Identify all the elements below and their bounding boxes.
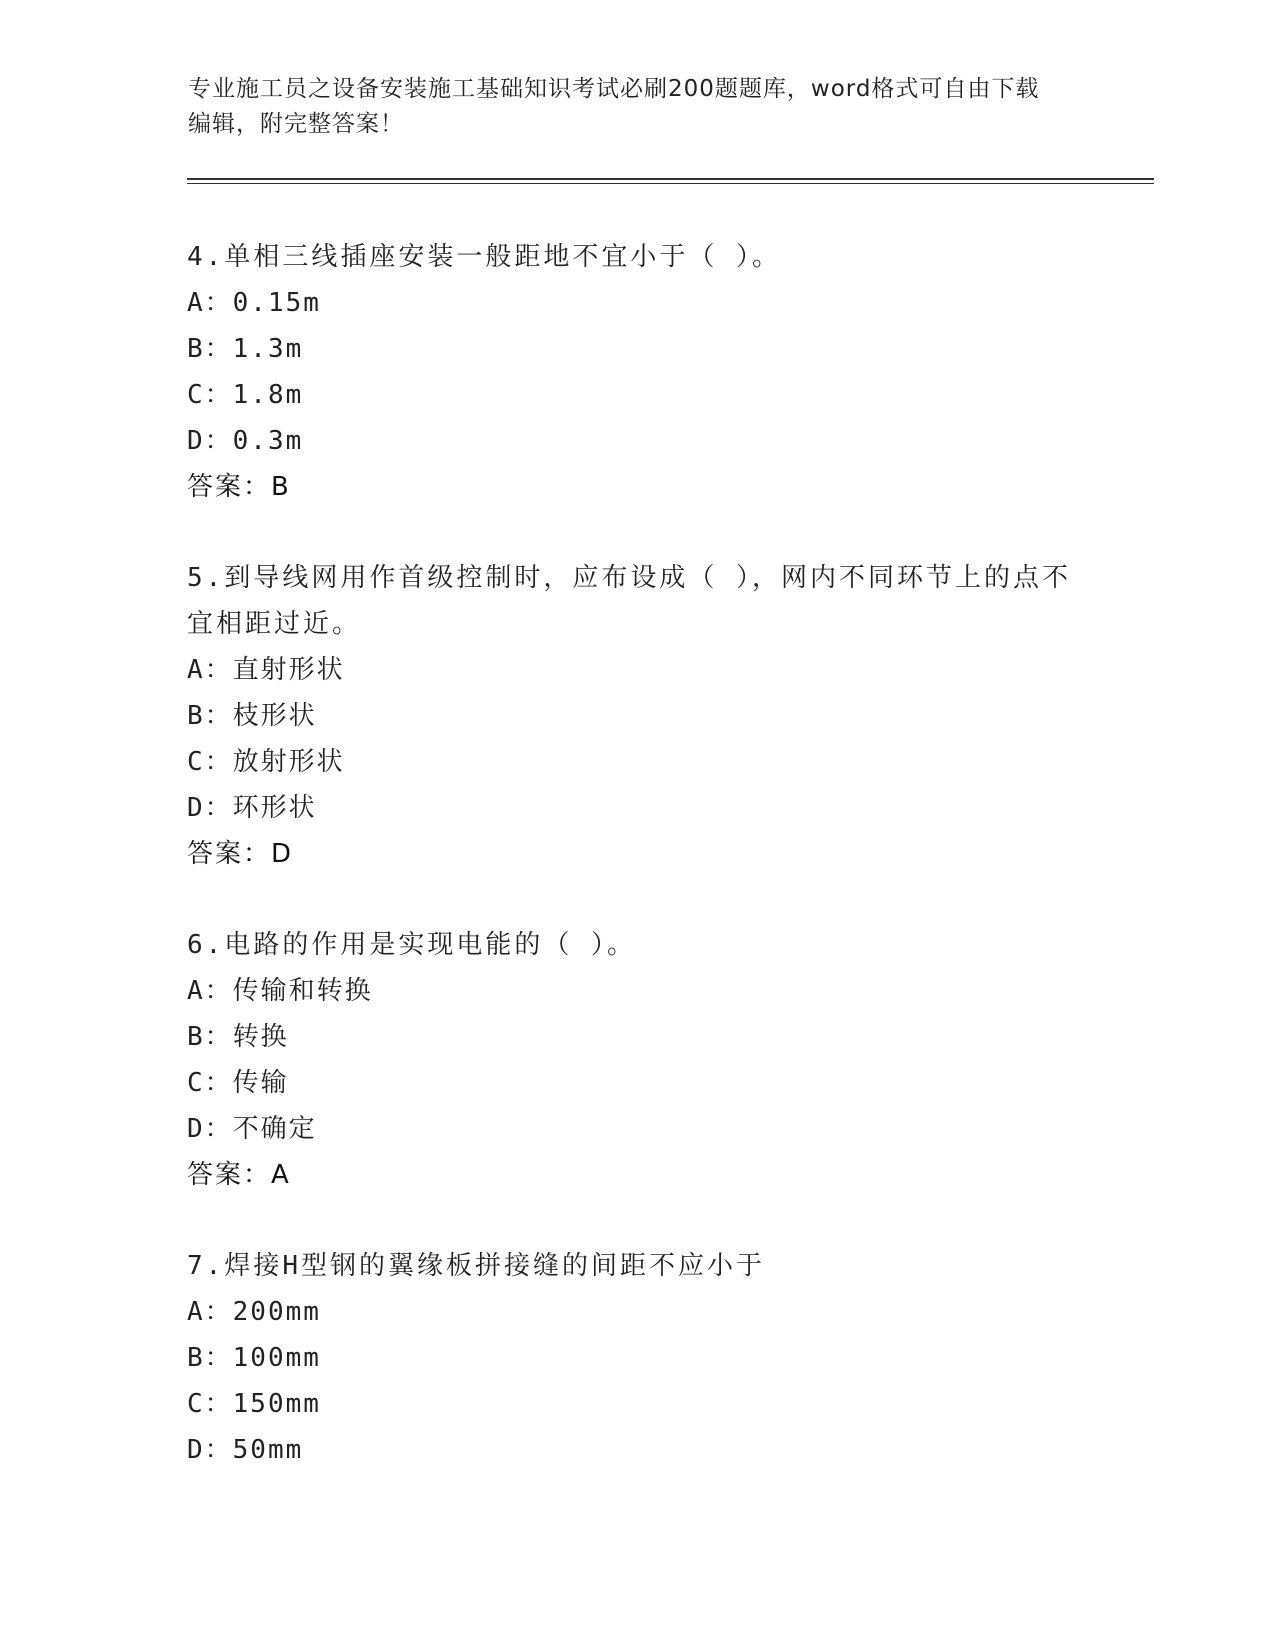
option-text: 不确定 bbox=[232, 1114, 317, 1144]
question-number: 4. bbox=[187, 242, 225, 272]
option-label: A： bbox=[187, 976, 233, 1006]
option-c bbox=[187, 739, 1087, 785]
option-label: B： bbox=[187, 701, 233, 731]
question-item bbox=[187, 922, 1087, 1198]
option-b bbox=[187, 1014, 1087, 1060]
question-item bbox=[187, 555, 1087, 877]
option-d bbox=[187, 785, 1087, 831]
option-a bbox=[187, 1289, 1087, 1335]
option-text: 1.3m bbox=[232, 334, 304, 364]
question-title bbox=[187, 1243, 1087, 1289]
option-text: 0.15m bbox=[232, 288, 321, 318]
option-b bbox=[187, 326, 1087, 372]
document-header bbox=[188, 72, 1088, 142]
option-label: B： bbox=[187, 1343, 233, 1373]
option-label: D： bbox=[187, 426, 233, 456]
option-text: 转换 bbox=[232, 1022, 289, 1052]
header-title-line-1: 专业施工员之设备安装施工基础知识考试必刷200题题库，word格式可自由下载 bbox=[188, 76, 1040, 102]
option-d bbox=[187, 1427, 1087, 1473]
option-label: D： bbox=[187, 1435, 233, 1465]
question-text: 单相三线插座安装一般距地不宜小于（ ）。 bbox=[224, 242, 781, 272]
answer-line: 答案：A bbox=[187, 1160, 291, 1190]
question-title bbox=[187, 234, 1087, 280]
option-d bbox=[187, 418, 1087, 464]
option-text: 0.3m bbox=[232, 426, 304, 456]
header-divider-thick bbox=[187, 178, 1154, 180]
option-text: 1.8m bbox=[232, 380, 304, 410]
header-divider-thin bbox=[187, 183, 1154, 184]
option-c bbox=[187, 1381, 1087, 1427]
option-label: C： bbox=[187, 380, 233, 410]
question-number: 6. bbox=[187, 930, 225, 960]
option-label: D： bbox=[187, 1114, 233, 1144]
option-text: 150mm bbox=[232, 1389, 321, 1419]
option-label: B： bbox=[187, 334, 233, 364]
option-text: 100mm bbox=[232, 1343, 321, 1373]
question-item bbox=[187, 234, 1087, 510]
option-b bbox=[187, 693, 1087, 739]
question-text: 到导线网用作首级控制时，应布设成（ ），网内不同环节上的点不宜相距过近。 bbox=[187, 563, 1071, 639]
option-text: 200mm bbox=[232, 1297, 321, 1327]
option-text: 直射形状 bbox=[232, 655, 345, 685]
option-text: 枝形状 bbox=[232, 701, 317, 731]
option-label: A： bbox=[187, 655, 233, 685]
option-c bbox=[187, 1060, 1087, 1106]
option-d bbox=[187, 1106, 1087, 1152]
question-number: 7. bbox=[187, 1251, 225, 1281]
option-label: D： bbox=[187, 793, 233, 823]
option-label: A： bbox=[187, 288, 233, 318]
option-label: C： bbox=[187, 1389, 233, 1419]
answer-line: 答案：D bbox=[187, 839, 294, 869]
option-a bbox=[187, 968, 1087, 1014]
header-title-line-2: 编辑，附完整答案！ bbox=[188, 111, 404, 137]
option-label: B： bbox=[187, 1022, 233, 1052]
option-c bbox=[187, 372, 1087, 418]
option-text: 放射形状 bbox=[232, 747, 345, 777]
question-number: 5. bbox=[187, 563, 225, 593]
question-item bbox=[187, 1243, 1087, 1473]
option-text: 50mm bbox=[232, 1435, 304, 1465]
question-title bbox=[187, 922, 1087, 968]
option-a bbox=[187, 280, 1087, 326]
option-text: 环形状 bbox=[232, 793, 317, 823]
question-list bbox=[187, 234, 1087, 1518]
option-label: C： bbox=[187, 1068, 233, 1098]
option-b bbox=[187, 1335, 1087, 1381]
option-label: A： bbox=[187, 1297, 233, 1327]
option-text: 传输 bbox=[232, 1068, 289, 1098]
question-text: 焊接H型钢的翼缘板拼接缝的间距不应小于 bbox=[224, 1251, 765, 1281]
option-label: C： bbox=[187, 747, 233, 777]
answer-line: 答案：B bbox=[187, 472, 291, 502]
question-title bbox=[187, 555, 1087, 647]
question-text: 电路的作用是实现电能的（ ）。 bbox=[224, 930, 636, 960]
option-text: 传输和转换 bbox=[232, 976, 373, 1006]
option-a bbox=[187, 647, 1087, 693]
